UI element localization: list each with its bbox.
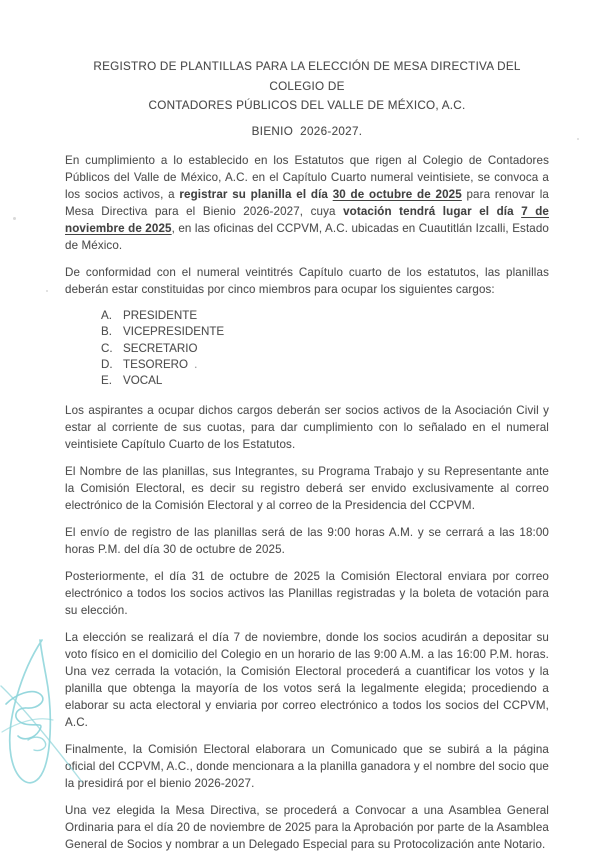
- list-item-letter: C.: [101, 341, 113, 355]
- paragraph: [65, 524, 549, 558]
- paragraph: [65, 402, 549, 453]
- list-item-label: VOCAL: [123, 374, 163, 388]
- document-subtitle: BIENIO 2026-2027.: [251, 124, 363, 138]
- list-item-label: SECRETARIO: [123, 341, 198, 355]
- paragraph: [65, 741, 549, 792]
- list-item: [101, 357, 549, 373]
- emphasized-text-segment: 7 de noviembre de 2025: [65, 204, 549, 235]
- text-segment: , en las oficinas del CCPVM, A.C. ubicadas en Cuautitlán Izcalli, Estado de México.: [65, 221, 550, 252]
- document-title-line2: CONTADORES PÚBLICOS DEL VALLE DE MÉXICO, A.C.: [148, 99, 466, 113]
- document-title: [65, 57, 549, 116]
- list-item: [101, 308, 549, 324]
- list-item-letter: E.: [101, 374, 112, 388]
- document-title-line1: REGISTRO DE PLANTILLAS PARA LA ELECCIÓN DE MESA DIRECTIVA DEL COLEGIO DE: [93, 60, 521, 93]
- list-item-note: .: [194, 358, 198, 371]
- text-segment: En cumplimiento a lo establecido en los Estatutos que rigen al Colegio de Contadores Públicos del Valle de México, A.C. en el Capítulo Cuarto numeral veintisiete, se convoca a los socios activos, a: [65, 153, 549, 201]
- text-segment: Una vez elegida la Mesa Directiva, se procederá a Convocar a una Asamblea General Ordinaria para el día 20 de noviembre de 2025 para la Aprobación por parte de la Asamblea General de Socios y nombrar a un Delegado Especial para su Protocolización ante Notario.: [65, 803, 549, 851]
- text-segment: Finalmente, la Comisión Electoral elaborara un Comunicado que se subirá a la página oficial del CCPVM, A.C., donde mencionara a la planilla ganadora y el nombre del socio que la presidirá por el bienio 2026-2027.: [65, 742, 549, 790]
- text-segment: El Nombre de las planillas, sus Integrantes, su Programa Trabajo y su Representante ante la Comisión Electoral, es decir su registro deberá ser envido exclusivamente al correo electrónico de la Comisión Electoral y al correo de la Presidencia del CCPVM.: [65, 464, 549, 512]
- text-segment: Los aspirantes a ocupar dichos cargos deberán ser socios activos de la Asociación Civil y estar al corriente de sus cuotas, para dar cumplimiento con lo señalado en el numeral veintisiete Capítulo Cuarto de los Estatutos.: [65, 403, 549, 451]
- paragraph: [65, 629, 549, 731]
- list-item: [101, 373, 549, 389]
- list-item-letter: D.: [101, 358, 113, 371]
- paragraph: [65, 152, 549, 254]
- cargo-list: [101, 308, 549, 390]
- paragraph: [65, 802, 549, 853]
- text-segment: para renovar la Mesa Directiva para el Bienio 2026-2027, cuya: [65, 187, 549, 218]
- scan-speck: [13, 217, 16, 220]
- paragraph: [65, 568, 549, 619]
- emphasized-text-segment: 30 de octubre de 2025: [332, 187, 462, 201]
- text-segment: La elección se realizará el día 7 de noviembre, donde los socios acudirán a depositar su voto físico en el domicilio del Colegio en un horario de las 9:00 A.M. a las 16:00 P.M. horas. Una vez cerrada la votación, la Comisión Electoral procederá a cuantificar los votos y la planilla que obtenga la mayoría de los votos será la legalmente elegida; procediendo a elaborar su acta electoral y enviaria por correo electrónico a todos los socios del CCPVM, A.C.: [65, 630, 549, 729]
- list-item: [101, 324, 549, 340]
- scan-speck: [46, 290, 48, 292]
- list-item-label: PRESIDENTE: [123, 308, 198, 322]
- text-segment: Posteriormente, el día 31 de octubre de 2025 la Comisión Electoral enviara por correo electrónico a todos los socios activos las Planillas registradas y la boleta de votación para su elección.: [65, 569, 549, 617]
- text-segment: El envío de registro de las planillas será de las 9:00 horas A.M. y se cerrará a las 18:00 horas P.M. del día 30 de octubre de 2025.: [65, 525, 549, 556]
- list-item: [101, 341, 549, 357]
- list-item-label: VICEPRESIDENTE: [123, 325, 225, 339]
- document-body: [65, 152, 549, 853]
- paragraph: [65, 264, 549, 298]
- list-item-label: TESORERO: [123, 358, 189, 371]
- list-item-letter: B.: [101, 325, 112, 339]
- list-item-letter: A.: [101, 308, 112, 322]
- paragraph: [65, 463, 549, 514]
- text-segment: De conformidad con el numeral veintitrés Capítulo cuarto de los estatutos, las planillas deberán estar constituidas por cinco miembros para ocupar los siguientes cargos:: [65, 265, 549, 296]
- emphasized-text-segment: registrar su planilla el día: [179, 187, 333, 201]
- scan-speck: [577, 138, 579, 140]
- emphasized-text-segment: votación tendrá lugar el día: [343, 204, 522, 218]
